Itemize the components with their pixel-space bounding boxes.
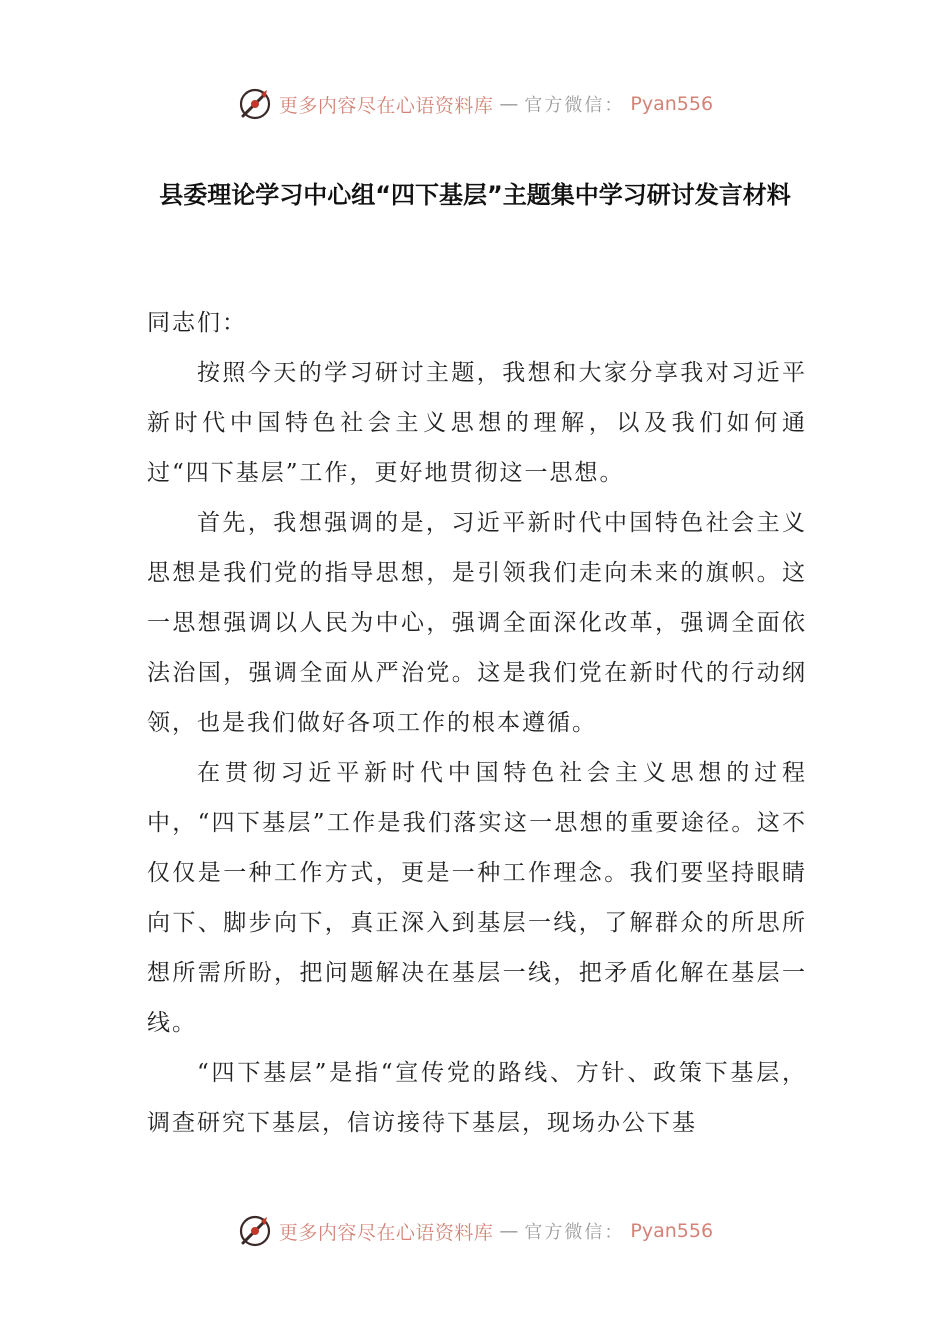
footer-wechat-id: Pyan556 bbox=[630, 1220, 714, 1242]
footer-dash: — bbox=[499, 1220, 519, 1242]
salutation: 同志们： bbox=[147, 310, 247, 336]
document-title: 县委理论学习中心组“四下基层”主题集中学习研讨发言材料 bbox=[159, 181, 791, 209]
paragraph: 按照今天的学习研讨主题，我想和大家分享我对习近平新时代中国特色社会主义思想的理解，以及我们如何通过“四下基层”工作，更好地贯彻这一思想。 bbox=[147, 360, 807, 486]
paragraph: 首先，我想强调的是，习近平新时代中国特色社会主义思想是我们党的指导思想，是引领我们走向未来的旗帜。这一思想强调以人民为中心，强调全面深化改革，强调全面依法治国，强调全面从严治党。这是我们党在新时代的行动纲领，也是我们做好各项工作的根本遵循。 bbox=[147, 510, 807, 736]
paragraph: 在贯彻习近平新时代中国特色社会主义思想的过程中，“四下基层”工作是我们落实这一思想的重要途径。这不仅仅是一种工作方式，更是一种工作理念。我们要坚持眼睛向下、脚步向下，真正深入到基层一线，了解群众的所思所想所需所盼，把问题解决在基层一线，把矛盾化解在基层一线。 bbox=[147, 760, 807, 1036]
header-brand-text: 更多内容尽在心语资料库 bbox=[278, 94, 494, 117]
footer-banner bbox=[0, 1211, 950, 1251]
footer-brand-text: 更多内容尽在心语资料库 bbox=[278, 1221, 494, 1244]
header-dash: — bbox=[499, 93, 519, 115]
header-banner bbox=[0, 84, 950, 124]
pen-circle-logo-icon bbox=[237, 1213, 273, 1249]
document-body bbox=[147, 298, 807, 1148]
header-wechat-id: Pyan556 bbox=[630, 93, 714, 115]
footer-wechat-label: 官方微信： bbox=[524, 1222, 625, 1243]
header-wechat-label: 官方微信： bbox=[524, 95, 625, 116]
paragraph: “四下基层”是指“宣传党的路线、方针、政策下基层，调查研究下基层，信访接待下基层，现场办公下基 bbox=[147, 1060, 807, 1136]
pen-circle-logo-icon bbox=[237, 86, 273, 122]
